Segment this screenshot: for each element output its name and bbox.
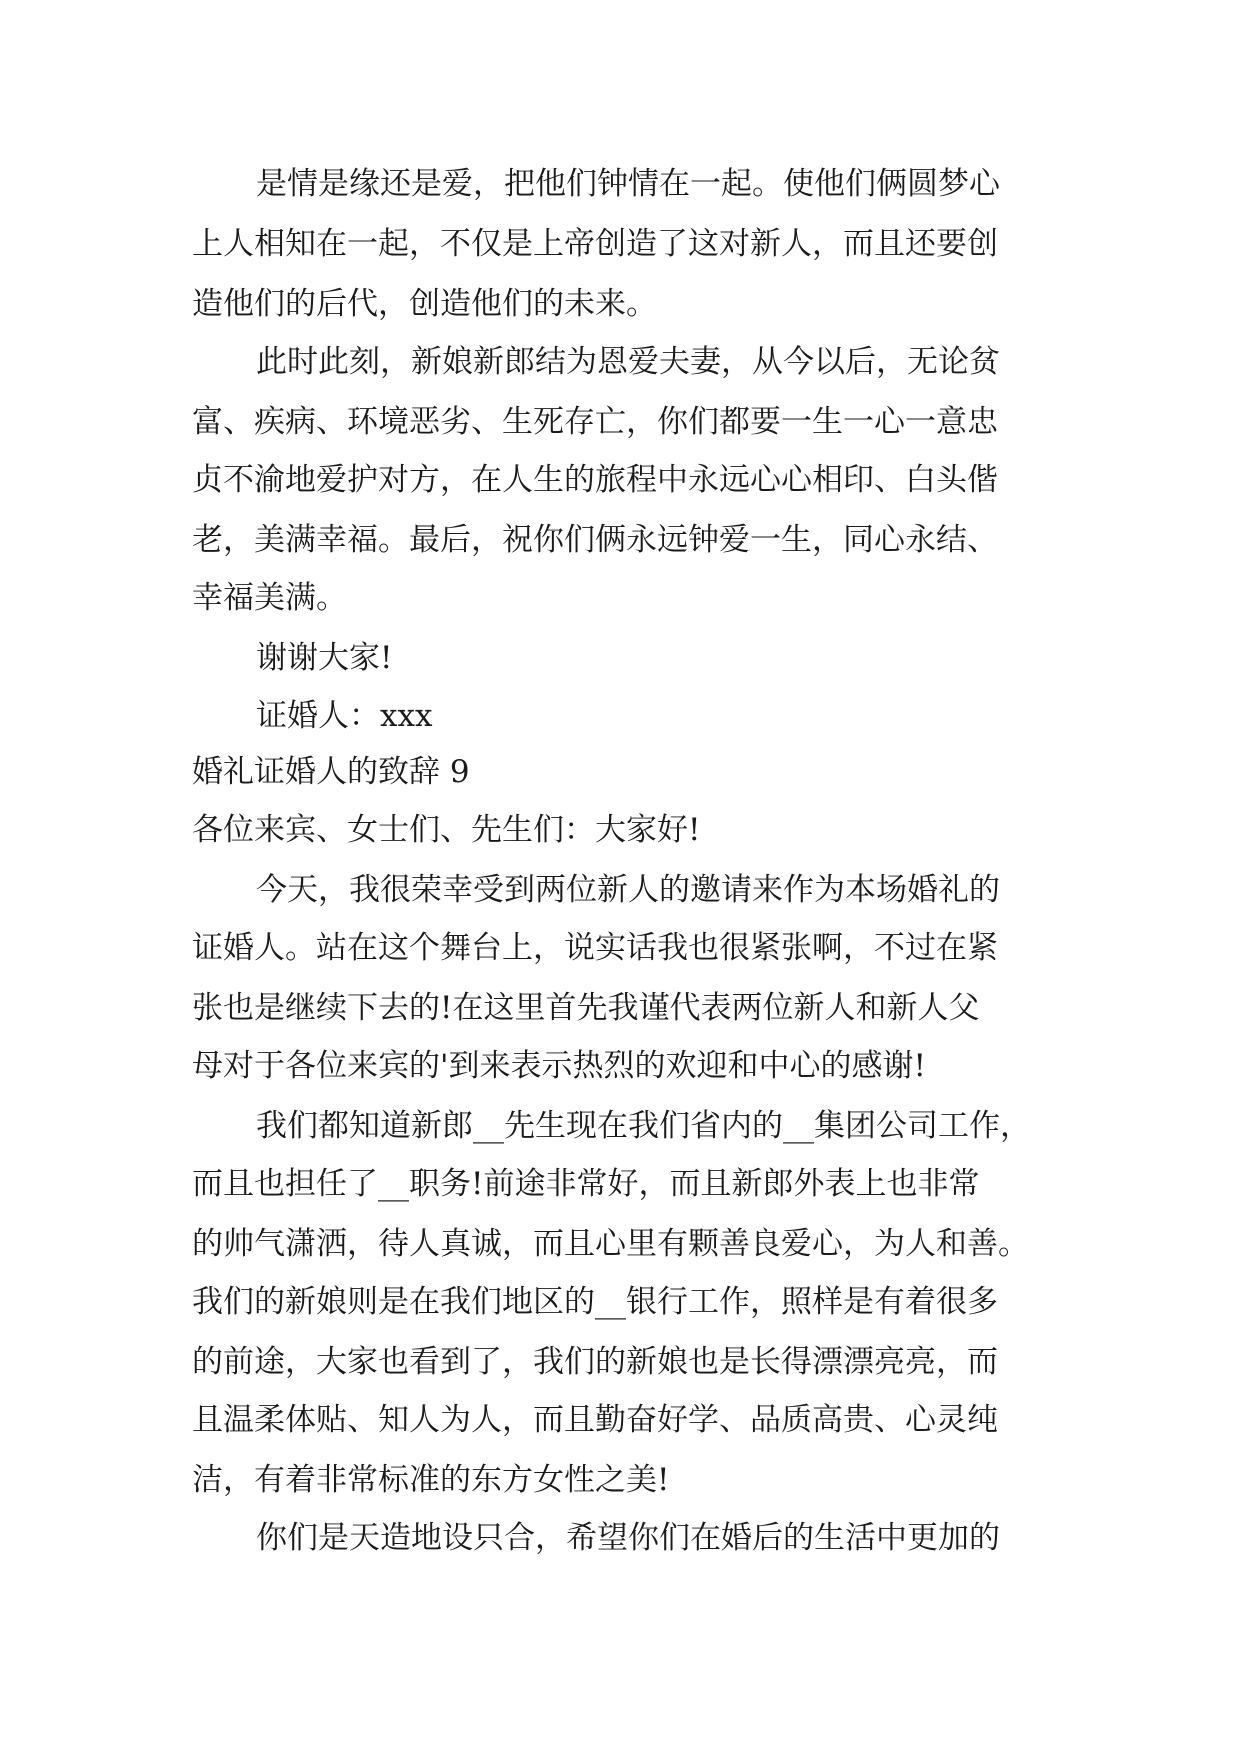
text-line: 我们都知道新郎__先生现在我们省内的__集团公司工作，	[256, 1108, 1031, 1144]
text-line: 谢谢大家!	[256, 640, 393, 676]
text-line: 的前途，大家也看到了，我们的新娘也是长得漂漂亮亮，而	[192, 1344, 998, 1380]
text-line: 我们的新娘则是在我们地区的__银行工作，照样是有着很多	[192, 1284, 998, 1320]
text-line: 证婚人。站在这个舞台上，说实话我也很紧张啊，不过在紧	[192, 930, 998, 966]
text-line: 母对于各位来宾的'到来表示热烈的欢迎和中心的感谢!	[192, 1048, 926, 1084]
text-line: 的帅气潇洒，待人真诚，而且心里有颗善良爱心，为人和善。	[192, 1226, 1029, 1262]
text-line: 洁，有着非常标准的东方女性之美!	[192, 1462, 670, 1498]
text-line: 证婚人：xxx	[256, 698, 433, 734]
text-line: 贞不渝地爱护对方，在人生的旅程中永远心心相印、白头偕	[192, 462, 998, 498]
text-line: 富、疾病、环境恶劣、生死存亡，你们都要一生一心一意忠	[192, 404, 998, 440]
text-line: 而且也担任了__职务!前途非常好，而且新郎外表上也非常	[192, 1166, 980, 1202]
text-line: 幸福美满。	[192, 580, 347, 616]
text-line: 今天，我很荣幸受到两位新人的邀请来作为本场婚礼的	[256, 872, 1000, 908]
text-line: 造他们的后代，创造他们的未来。	[192, 286, 657, 322]
text-line: 是情是缘还是爱，把他们钟情在一起。使他们俩圆梦心	[256, 166, 1000, 202]
text-line: 上人相知在一起，不仅是上帝创造了这对新人，而且还要创	[192, 226, 998, 262]
section-heading: 婚礼证婚人的致辞 9	[192, 754, 470, 790]
text-line: 且温柔体贴、知人为人，而且勤奋好学、品质高贵、心灵纯	[192, 1402, 998, 1438]
salutation: 各位来宾、女士们、先生们：大家好!	[192, 812, 701, 848]
text-line: 老，美满幸福。最后，祝你们俩永远钟爱一生，同心永结、	[192, 522, 998, 558]
text-line: 张也是继续下去的!在这里首先我谨代表两位新人和新人父	[192, 990, 980, 1026]
text-line: 你们是天造地设只合，希望你们在婚后的生活中更加的	[256, 1520, 1000, 1556]
text-line: 此时此刻，新娘新郎结为恩爱夫妻，从今以后，无论贫	[256, 344, 1000, 380]
